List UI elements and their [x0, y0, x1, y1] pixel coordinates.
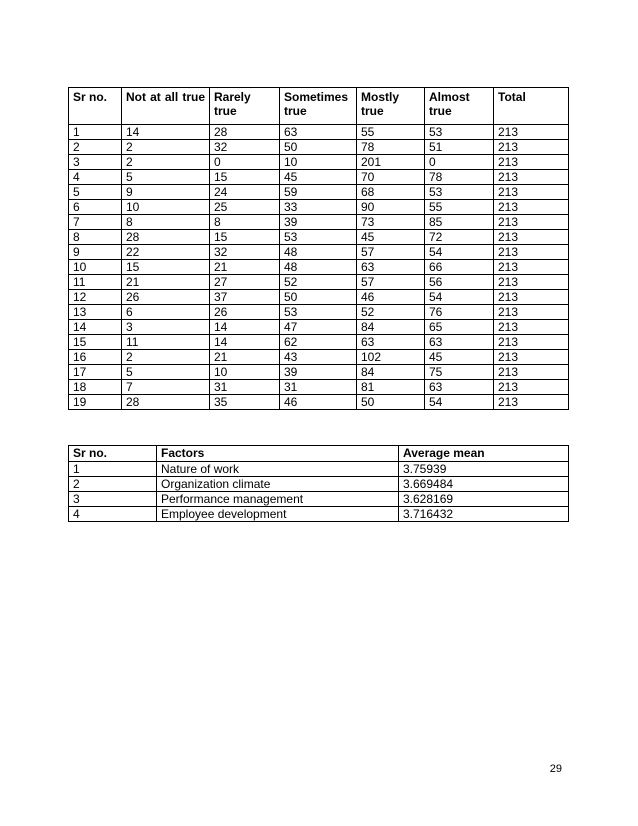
cell-not-at-all-true: 2	[122, 155, 210, 170]
cell-not-at-all-true: 8	[122, 215, 210, 230]
cell-not-at-all-true: 28	[122, 395, 210, 410]
cell-not-at-all-true: 9	[122, 185, 210, 200]
cell-sr-no: 15	[69, 335, 122, 350]
cell-mostly-true: 78	[357, 140, 425, 155]
table-row	[69, 125, 569, 140]
table-row	[69, 395, 569, 410]
cell-average-mean: 3.716432	[399, 507, 569, 522]
cell-sometimes-true: 52	[280, 275, 357, 290]
cell-rarely-true: 24	[210, 185, 280, 200]
cell-sr-no: 19	[69, 395, 122, 410]
cell-average-mean: 3.75939	[399, 462, 569, 477]
cell-mostly-true: 201	[357, 155, 425, 170]
cell-sr-no: 17	[69, 365, 122, 380]
cell-total: 213	[494, 260, 569, 275]
table-row	[69, 290, 569, 305]
cell-sr-no: 5	[69, 185, 122, 200]
table-row	[69, 462, 569, 477]
cell-sr-no: 13	[69, 305, 122, 320]
table-row	[69, 350, 569, 365]
cell-mostly-true: 52	[357, 305, 425, 320]
header-not-at-all-true: Not at all true	[122, 88, 210, 125]
header-average-mean: Average mean	[399, 446, 569, 462]
cell-almost-true: 0	[425, 155, 494, 170]
cell-sr-no: 3	[69, 492, 157, 507]
cell-almost-true: 54	[425, 395, 494, 410]
cell-not-at-all-true: 5	[122, 170, 210, 185]
cell-rarely-true: 27	[210, 275, 280, 290]
cell-sometimes-true: 31	[280, 380, 357, 395]
cell-sr-no: 6	[69, 200, 122, 215]
table-row	[69, 140, 569, 155]
cell-almost-true: 53	[425, 185, 494, 200]
cell-almost-true: 54	[425, 290, 494, 305]
cell-rarely-true: 10	[210, 365, 280, 380]
cell-factor: Nature of work	[157, 462, 399, 477]
cell-sometimes-true: 62	[280, 335, 357, 350]
cell-sometimes-true: 10	[280, 155, 357, 170]
cell-mostly-true: 70	[357, 170, 425, 185]
cell-mostly-true: 84	[357, 320, 425, 335]
cell-sometimes-true: 53	[280, 230, 357, 245]
cell-mostly-true: 102	[357, 350, 425, 365]
cell-not-at-all-true: 21	[122, 275, 210, 290]
table-row	[69, 492, 569, 507]
cell-total: 213	[494, 230, 569, 245]
cell-mostly-true: 81	[357, 380, 425, 395]
cell-not-at-all-true: 3	[122, 320, 210, 335]
cell-total: 213	[494, 155, 569, 170]
cell-sometimes-true: 47	[280, 320, 357, 335]
cell-factor: Organization climate	[157, 477, 399, 492]
cell-total: 213	[494, 140, 569, 155]
cell-rarely-true: 31	[210, 380, 280, 395]
table-row	[69, 200, 569, 215]
cell-total: 213	[494, 200, 569, 215]
cell-rarely-true: 28	[210, 125, 280, 140]
cell-total: 213	[494, 335, 569, 350]
table-row	[69, 230, 569, 245]
cell-sr-no: 4	[69, 507, 157, 522]
cell-factor: Employee development	[157, 507, 399, 522]
cell-rarely-true: 32	[210, 245, 280, 260]
table-row	[69, 170, 569, 185]
cell-total: 213	[494, 185, 569, 200]
cell-total: 213	[494, 275, 569, 290]
cell-sr-no: 7	[69, 215, 122, 230]
cell-almost-true: 63	[425, 380, 494, 395]
header-factors: Factors	[157, 446, 399, 462]
header-sr-no: Sr no.	[69, 88, 122, 125]
cell-sometimes-true: 33	[280, 200, 357, 215]
page-number: 29	[549, 763, 562, 775]
table-header-row	[69, 88, 569, 125]
table-row	[69, 477, 569, 492]
cell-not-at-all-true: 28	[122, 230, 210, 245]
cell-rarely-true: 21	[210, 260, 280, 275]
table-row	[69, 335, 569, 350]
cell-total: 213	[494, 170, 569, 185]
cell-rarely-true: 8	[210, 215, 280, 230]
cell-sr-no: 1	[69, 125, 122, 140]
cell-rarely-true: 32	[210, 140, 280, 155]
cell-sr-no: 1	[69, 462, 157, 477]
cell-not-at-all-true: 5	[122, 365, 210, 380]
cell-mostly-true: 57	[357, 245, 425, 260]
cell-factor: Performance management	[157, 492, 399, 507]
cell-not-at-all-true: 15	[122, 260, 210, 275]
table-header-row	[69, 446, 569, 462]
cell-sr-no: 2	[69, 140, 122, 155]
cell-rarely-true: 26	[210, 305, 280, 320]
cell-sr-no: 8	[69, 230, 122, 245]
cell-mostly-true: 90	[357, 200, 425, 215]
cell-sr-no: 16	[69, 350, 122, 365]
cell-mostly-true: 46	[357, 290, 425, 305]
cell-mostly-true: 50	[357, 395, 425, 410]
cell-rarely-true: 14	[210, 320, 280, 335]
header-almost-true: Almost true	[425, 88, 494, 125]
cell-almost-true: 63	[425, 335, 494, 350]
header-rarely-true: Rarely true	[210, 88, 280, 125]
header-sr-no: Sr no.	[69, 446, 157, 462]
table-row	[69, 320, 569, 335]
cell-total: 213	[494, 395, 569, 410]
cell-not-at-all-true: 26	[122, 290, 210, 305]
cell-rarely-true: 0	[210, 155, 280, 170]
cell-not-at-all-true: 10	[122, 200, 210, 215]
table-row	[69, 507, 569, 522]
cell-total: 213	[494, 350, 569, 365]
cell-almost-true: 65	[425, 320, 494, 335]
cell-total: 213	[494, 365, 569, 380]
cell-sometimes-true: 59	[280, 185, 357, 200]
cell-sometimes-true: 50	[280, 290, 357, 305]
cell-almost-true: 66	[425, 260, 494, 275]
header-mostly-true: Mostly true	[357, 88, 425, 125]
cell-rarely-true: 15	[210, 170, 280, 185]
table-row	[69, 155, 569, 170]
cell-not-at-all-true: 6	[122, 305, 210, 320]
cell-not-at-all-true: 2	[122, 350, 210, 365]
cell-sometimes-true: 48	[280, 245, 357, 260]
cell-sr-no: 14	[69, 320, 122, 335]
cell-almost-true: 53	[425, 125, 494, 140]
cell-mostly-true: 57	[357, 275, 425, 290]
cell-sometimes-true: 45	[280, 170, 357, 185]
cell-rarely-true: 37	[210, 290, 280, 305]
cell-almost-true: 54	[425, 245, 494, 260]
cell-sr-no: 11	[69, 275, 122, 290]
cell-almost-true: 78	[425, 170, 494, 185]
cell-total: 213	[494, 245, 569, 260]
cell-sr-no: 3	[69, 155, 122, 170]
cell-total: 213	[494, 290, 569, 305]
cell-rarely-true: 21	[210, 350, 280, 365]
response-table	[68, 87, 569, 410]
cell-rarely-true: 14	[210, 335, 280, 350]
table-row	[69, 380, 569, 395]
table-row	[69, 275, 569, 290]
cell-almost-true: 85	[425, 215, 494, 230]
table-row	[69, 215, 569, 230]
cell-sr-no: 2	[69, 477, 157, 492]
cell-sometimes-true: 43	[280, 350, 357, 365]
cell-total: 213	[494, 125, 569, 140]
cell-rarely-true: 15	[210, 230, 280, 245]
cell-sr-no: 12	[69, 290, 122, 305]
cell-sometimes-true: 50	[280, 140, 357, 155]
cell-sr-no: 10	[69, 260, 122, 275]
cell-average-mean: 3.628169	[399, 492, 569, 507]
cell-not-at-all-true: 22	[122, 245, 210, 260]
cell-mostly-true: 68	[357, 185, 425, 200]
cell-almost-true: 76	[425, 305, 494, 320]
cell-sr-no: 9	[69, 245, 122, 260]
cell-sometimes-true: 63	[280, 125, 357, 140]
table-row	[69, 245, 569, 260]
cell-average-mean: 3.669484	[399, 477, 569, 492]
cell-mostly-true: 84	[357, 365, 425, 380]
cell-mostly-true: 73	[357, 215, 425, 230]
header-total: Total	[494, 88, 569, 125]
factors-table	[68, 445, 569, 522]
cell-mostly-true: 63	[357, 335, 425, 350]
cell-total: 213	[494, 305, 569, 320]
cell-rarely-true: 25	[210, 200, 280, 215]
cell-sometimes-true: 53	[280, 305, 357, 320]
cell-not-at-all-true: 2	[122, 140, 210, 155]
cell-sometimes-true: 39	[280, 215, 357, 230]
cell-total: 213	[494, 320, 569, 335]
table-row	[69, 185, 569, 200]
table-row	[69, 365, 569, 380]
cell-not-at-all-true: 11	[122, 335, 210, 350]
cell-total: 213	[494, 380, 569, 395]
cell-not-at-all-true: 7	[122, 380, 210, 395]
cell-sr-no: 4	[69, 170, 122, 185]
table-row	[69, 260, 569, 275]
cell-almost-true: 75	[425, 365, 494, 380]
cell-almost-true: 45	[425, 350, 494, 365]
cell-almost-true: 55	[425, 200, 494, 215]
cell-mostly-true: 45	[357, 230, 425, 245]
cell-almost-true: 56	[425, 275, 494, 290]
cell-almost-true: 72	[425, 230, 494, 245]
cell-almost-true: 51	[425, 140, 494, 155]
cell-sr-no: 18	[69, 380, 122, 395]
cell-mostly-true: 55	[357, 125, 425, 140]
cell-mostly-true: 63	[357, 260, 425, 275]
cell-rarely-true: 35	[210, 395, 280, 410]
cell-sometimes-true: 48	[280, 260, 357, 275]
cell-sometimes-true: 39	[280, 365, 357, 380]
header-sometimes-true: Sometimes true	[280, 88, 357, 125]
cell-sometimes-true: 46	[280, 395, 357, 410]
cell-total: 213	[494, 215, 569, 230]
table-row	[69, 305, 569, 320]
cell-not-at-all-true: 14	[122, 125, 210, 140]
